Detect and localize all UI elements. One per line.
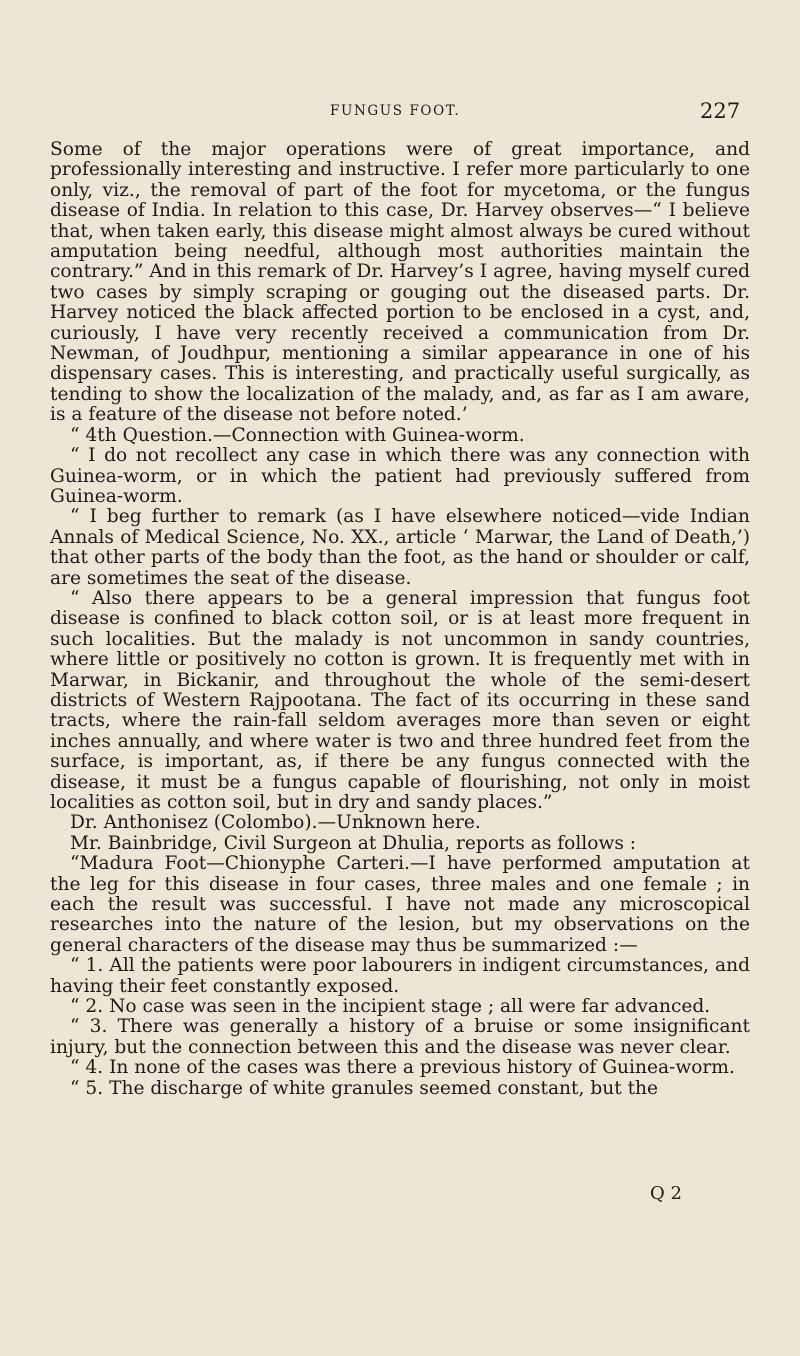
list-item-2: “ 2. No case was seen in the incipient stage ; all were far advanced. <box>70 996 711 1018</box>
list-item-4: “ 4. In none of the cases was there a previous history of Guinea-worm. <box>70 1057 735 1079</box>
body-text <box>50 140 750 1099</box>
paragraph-bainbridge: Mr. Bainbridge, Civil Surgeon at Dhulia, reports as follows : <box>70 832 637 854</box>
paragraph-other-parts: “ I beg further to remark (as I have elsewhere noticed—vide Indian Annals of Medical Science, No. XX., article ‘ Marwar, the Land of Death,’) that other parts of the body than the foot, as the hand or shoulder or calf, are sometimes the seat of the disease. <box>50 506 750 589</box>
paragraph-fourth-question: “ 4th Question.—Connection with Guinea-worm. <box>70 424 525 446</box>
running-head: FUNGUS FOOT. <box>330 103 461 119</box>
paragraph-cotton-soil: “ Also there appears to be a general impression that fungus foot disease is confined to black cotton soil, or is at least more frequent in such localities. But the malady is not uncommon in sandy countries, where little or positively no cotton is grown. It is frequently met with in Marwar, in Bickanir, and throughout the whole of the semi-desert districts of Western Rajpootana. The fact of its occurring in these sand tracts, where the rain-fall seldom averages more than seven or eight inches annually, and where water is two and three hundred feet from the surface, is important, as, if there be any fungus connected with the disease, it must be a fungus capable of flourishing, not only in moist localities as cotton soil, but in dry and sandy places.” <box>50 587 750 813</box>
paragraph-madura-foot: “Madura Foot—Chionyphe Carteri.—I have performed amputation at the leg for this disease in four cases, three males and one female ; in each the result was successful. I have not made any microscopical researches into the nature of the lesion, but my observations on the general characters of the disease may thus be summarized :— <box>50 853 750 956</box>
paragraph-mycetoma: Some of the major operations were of great importance, and professionally interesting and instructive. I refer more particularly to one only, viz., the removal of part of the foot for mycetoma, or the fungus disease of India. In relation to this case, Dr. Harvey observes—“ I believe that, when taken early, this disease might almost always be cured without amputation being needful, although most authorities maintain the contrary.” And in this remark of Dr. Harvey’s I agree, having myself cured two cases by simply scraping or gouging out the diseased parts. Dr. Harvey noticed the black affected portion to be enclosed in a cyst, and, curiously, I have very recently received a communication from Dr. Newman, of Joudhpur, mentioning a similar appearance in one of his dispensary cases. This is interesting, and practically useful surgically, as tending to show the localization of the malady, and, as far as I am aware, is a feature of the disease not before noted.’ <box>50 139 750 426</box>
paragraph-anthonisez: Dr. Anthonisez (Colombo).—Unknown here. <box>70 812 481 834</box>
page-number: 227 <box>700 99 741 123</box>
list-item-5: “ 5. The discharge of white granules seemed constant, but the <box>70 1077 659 1099</box>
list-item-1: “ 1. All the patients were poor labourers in indigent circumstances, and having their feet constantly exposed. <box>50 955 750 997</box>
signature-mark: Q 2 <box>650 1183 682 1204</box>
list-item-3: “ 3. There was generally a history of a bruise or some insignificant injury, but the connection between this and the disease was never clear. <box>50 1016 750 1058</box>
paragraph-guinea-worm: “ I do not recollect any case in which there was any connection with Guinea-worm, or in which the patient had previously suffered from Guinea-worm. <box>50 445 750 507</box>
page-header <box>0 99 800 129</box>
